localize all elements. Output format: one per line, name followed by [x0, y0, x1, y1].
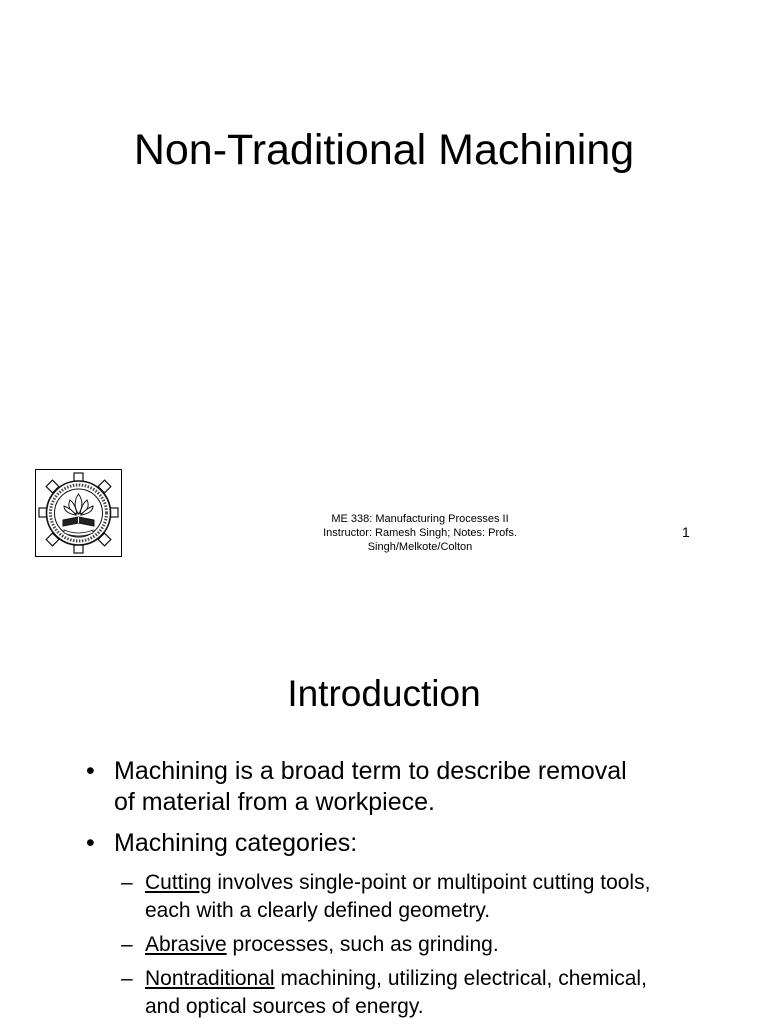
sub-bullet-term: Abrasive — [145, 933, 227, 956]
dash-icon: – — [121, 967, 133, 990]
sub-bullet-item — [0, 869, 665, 925]
slide-footer — [300, 512, 540, 554]
bullet-icon: • — [86, 757, 95, 785]
bullet-text: Machining is a broad term to describe removal of material from a workpiece. — [114, 757, 627, 816]
bullet-item — [0, 756, 634, 818]
sub-bullet-text: involves single-point or multipoint cutting tools, each with a clearly defined geometry. — [145, 871, 651, 922]
sub-bullet-text: machining, utilizing electrical, chemical, and optical sources of energy. — [145, 967, 647, 1018]
bullet-item — [0, 828, 634, 859]
sub-bullet-item — [0, 931, 665, 959]
institute-logo — [35, 469, 122, 557]
sub-bullet-term: Nontraditional — [145, 967, 275, 990]
slide-title: Non-Traditional Machining — [133, 126, 635, 174]
dash-icon: – — [121, 933, 133, 956]
sub-bullet-term: Cutting — [145, 871, 212, 894]
page-number: 1 — [682, 524, 690, 540]
institute-seal-icon — [36, 470, 121, 556]
bullet-text: Machining categories: — [114, 829, 358, 857]
dash-icon: – — [121, 871, 133, 894]
slide-title: Introduction — [287, 673, 481, 714]
slide-2 — [0, 620, 768, 1024]
bullet-icon: • — [86, 829, 95, 857]
sub-bullet-item — [0, 965, 665, 1021]
footer-instructor: Instructor: Ramesh Singh; Notes: Profs. — [323, 527, 517, 539]
sub-bullet-text: processes, such as grinding. — [226, 933, 499, 956]
bullet-list — [0, 756, 768, 1027]
footer-course: ME 338: Manufacturing Processes II — [331, 513, 509, 525]
footer-notes: Singh/Melkote/Colton — [367, 541, 473, 553]
